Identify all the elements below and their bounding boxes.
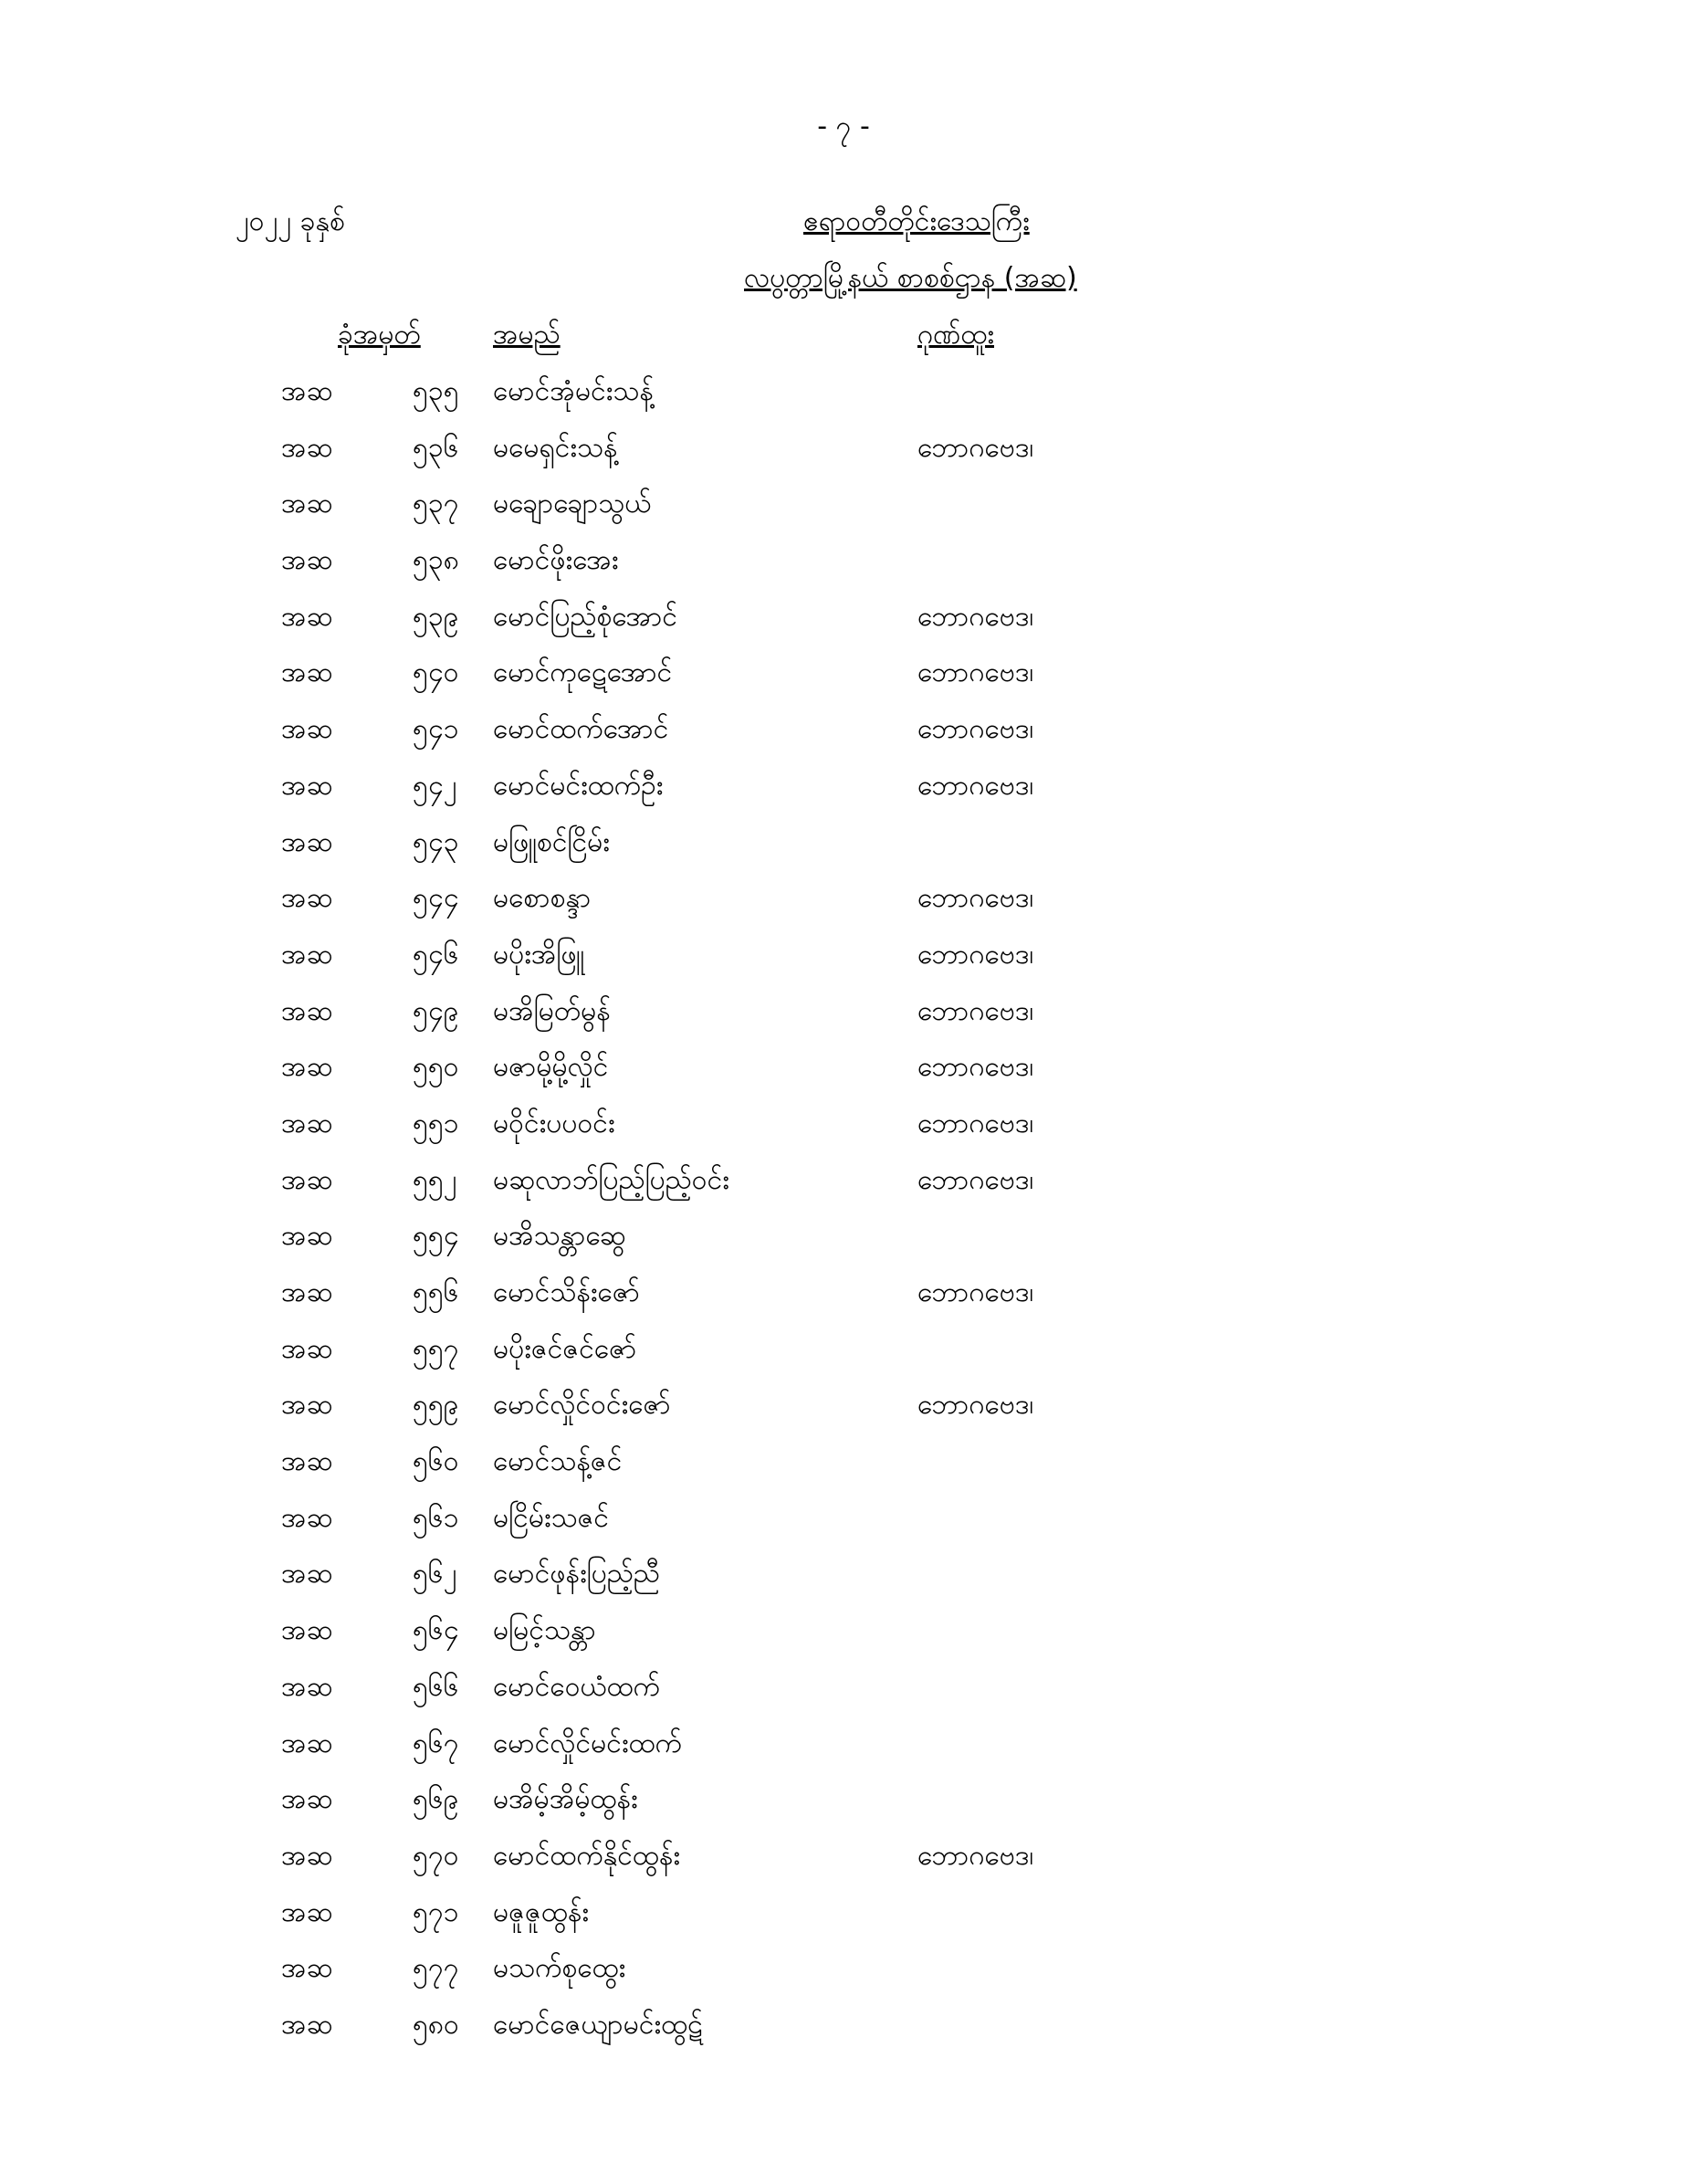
region-title: ဧရာဝတီတိုင်းဒေသကြီး bbox=[803, 205, 1030, 237]
student-name: မောင်ပြည့်စုံအောင် bbox=[493, 600, 678, 633]
roll-prefix: အဆ bbox=[281, 431, 333, 464]
list-item bbox=[0, 598, 1687, 655]
roll-number: ၅၄၉ bbox=[413, 994, 459, 1027]
distinction: ဘောဂဗေဒ၊ bbox=[917, 1276, 1034, 1308]
list-item bbox=[0, 710, 1687, 767]
column-header-distinction: ဂုဏ်ထူး bbox=[917, 319, 994, 351]
list-item bbox=[0, 767, 1687, 824]
list-item bbox=[0, 1725, 1687, 1781]
roll-prefix: အဆ bbox=[281, 769, 333, 802]
list-item bbox=[0, 936, 1687, 992]
roll-number: ၅၅၄ bbox=[413, 1220, 459, 1253]
roll-prefix: အဆ bbox=[281, 1614, 333, 1647]
distinction: ဘောဂဗေဒ၊ bbox=[917, 994, 1034, 1027]
student-name: မပိုးဇင်ဇင်ဇော် bbox=[493, 1332, 637, 1365]
distinction: ဘောဂဗေဒ၊ bbox=[917, 1163, 1034, 1196]
distinction: ဘောဂဗေဒ၊ bbox=[917, 1389, 1034, 1422]
list-item bbox=[0, 2006, 1687, 2063]
roll-prefix: အဆ bbox=[281, 1389, 333, 1422]
list-item bbox=[0, 1555, 1687, 1612]
column-header-name: အမည် bbox=[493, 319, 561, 351]
distinction: ဘောဂဗေဒ၊ bbox=[917, 431, 1034, 464]
distinction: ဘောဂဗေဒ၊ bbox=[917, 882, 1034, 915]
roll-prefix: အဆ bbox=[281, 1332, 333, 1365]
roll-number: ၅၃၅ bbox=[413, 375, 459, 407]
roll-number: ၅၄၀ bbox=[413, 656, 459, 689]
roll-prefix: အဆ bbox=[281, 1895, 333, 1928]
roll-prefix: အဆ bbox=[281, 1051, 333, 1084]
distinction: ဘောဂဗေဒ၊ bbox=[917, 713, 1034, 746]
roll-prefix: အဆ bbox=[281, 713, 333, 746]
student-name: မောင်ဖုန်းပြည့်ညီ bbox=[493, 1558, 660, 1591]
roll-prefix: အဆ bbox=[281, 882, 333, 915]
roll-number: ၅၄၁ bbox=[413, 713, 459, 746]
list-item bbox=[0, 485, 1687, 541]
roll-prefix: အဆ bbox=[281, 544, 333, 577]
roll-prefix: အဆ bbox=[281, 1276, 333, 1308]
student-name: မောင်ထက်အောင် bbox=[493, 713, 669, 746]
roll-number: ၅၆၄ bbox=[413, 1614, 459, 1647]
student-name: မောင်သိန်းဇော် bbox=[493, 1276, 641, 1308]
list-item bbox=[0, 373, 1687, 429]
list-item bbox=[0, 1837, 1687, 1894]
student-name: မမေရှင်းသန့် bbox=[493, 431, 618, 464]
roll-prefix: အဆ bbox=[281, 1445, 333, 1478]
roll-number: ၅၈၀ bbox=[413, 2008, 459, 2041]
student-name: မအိမ့်အိမ့်ထွန်း bbox=[493, 1783, 638, 1816]
list-item bbox=[0, 1499, 1687, 1556]
list-item bbox=[0, 1161, 1687, 1218]
roll-number: ၅၄၄ bbox=[413, 882, 459, 915]
student-name: မောင်လှိုင်ဝင်းဇော် bbox=[493, 1389, 671, 1422]
list-item bbox=[0, 1330, 1687, 1387]
roll-number: ၅၆၂ bbox=[413, 1558, 457, 1591]
student-name: မသက်စုထွေး bbox=[493, 1952, 626, 1985]
roll-number: ၅၇၀ bbox=[413, 1839, 459, 1872]
student-name: မောင်ထက်နိုင်ထွန်း bbox=[493, 1839, 681, 1872]
list-item bbox=[0, 824, 1687, 880]
student-name: မအိသန္တာဆွေ bbox=[493, 1220, 626, 1253]
roll-number: ၅၆၀ bbox=[413, 1445, 459, 1478]
roll-number: ၅၅၀ bbox=[413, 1051, 459, 1084]
roll-number: ၅၃၇ bbox=[413, 488, 459, 520]
roll-prefix: အဆ bbox=[281, 1220, 333, 1253]
roll-prefix: အဆ bbox=[281, 375, 333, 407]
distinction: ဘောဂဗေဒ၊ bbox=[917, 938, 1034, 971]
student-name: မပိုးအိဖြူ bbox=[493, 938, 585, 971]
list-item bbox=[0, 992, 1687, 1049]
roll-prefix: အဆ bbox=[281, 488, 333, 520]
roll-number: ၅၅၆ bbox=[413, 1276, 459, 1308]
roll-number: ၅၅၂ bbox=[413, 1163, 457, 1196]
list-item bbox=[0, 1386, 1687, 1443]
roll-number: ၅၅၉ bbox=[413, 1389, 459, 1422]
roll-number: ၅၃၈ bbox=[413, 544, 459, 577]
roll-prefix: အဆ bbox=[281, 1952, 333, 1985]
results-list bbox=[0, 373, 1687, 2063]
list-item bbox=[0, 1443, 1687, 1499]
roll-number: ၅၅၁ bbox=[413, 1107, 459, 1139]
student-name: မဝိုင်းပပဝင်း bbox=[493, 1107, 615, 1139]
roll-prefix: အဆ bbox=[281, 825, 333, 858]
list-item bbox=[0, 654, 1687, 710]
list-item bbox=[0, 1894, 1687, 1950]
column-header-roll-number: ခုံအမှတ် bbox=[338, 319, 421, 351]
list-item bbox=[0, 1217, 1687, 1274]
list-item bbox=[0, 1048, 1687, 1105]
distinction: ဘောဂဗေဒ၊ bbox=[917, 1107, 1034, 1139]
roll-prefix: အဆ bbox=[281, 938, 333, 971]
student-name: မောင်လှိုင်မင်းထက် bbox=[493, 1727, 682, 1759]
roll-prefix: အဆ bbox=[281, 1727, 333, 1759]
roll-number: ၅၅၇ bbox=[413, 1332, 459, 1365]
list-item bbox=[0, 1612, 1687, 1668]
roll-number: ၅၄၆ bbox=[413, 938, 459, 971]
list-item bbox=[0, 1105, 1687, 1161]
student-name: မောင်အုံမင်းသန့် bbox=[493, 375, 654, 407]
student-name: မမြင့်သန္တာ bbox=[493, 1614, 596, 1647]
roll-number: ၅၃၆ bbox=[413, 431, 459, 464]
roll-number: ၅၆၆ bbox=[413, 1670, 459, 1703]
distinction: ဘောဂဗေဒ၊ bbox=[917, 769, 1034, 802]
student-name: မငြိမ်းသဇင် bbox=[493, 1501, 610, 1534]
student-name: မဇာမို့မို့လှိုင် bbox=[493, 1051, 609, 1084]
distinction: ဘောဂဗေဒ၊ bbox=[917, 656, 1034, 689]
list-item bbox=[0, 1274, 1687, 1330]
roll-prefix: အဆ bbox=[281, 1501, 333, 1534]
list-item bbox=[0, 1949, 1687, 2006]
roll-prefix: အဆ bbox=[281, 656, 333, 689]
roll-prefix: အဆ bbox=[281, 600, 333, 633]
roll-prefix: အဆ bbox=[281, 1783, 333, 1816]
list-item bbox=[0, 541, 1687, 598]
roll-number: ၅၆၇ bbox=[413, 1727, 459, 1759]
student-name: မောင်သန့်ဇင် bbox=[493, 1445, 623, 1478]
list-item bbox=[0, 879, 1687, 936]
roll-number: ၅၆၁ bbox=[413, 1501, 459, 1534]
list-item bbox=[0, 1780, 1687, 1837]
roll-number: ၅၄၃ bbox=[413, 825, 459, 858]
roll-number: ၅၆၉ bbox=[413, 1783, 459, 1816]
roll-prefix: အဆ bbox=[281, 1670, 333, 1703]
distinction: ဘောဂဗေဒ၊ bbox=[917, 1051, 1034, 1084]
student-name: မောင်မင်းထက်ဦး bbox=[493, 769, 664, 802]
roll-number: ၅၇၇ bbox=[413, 1952, 459, 1985]
exam-center-title: လပွတ္တာမြို့နယ် စာစစ်ဌာန (အဆ) bbox=[744, 262, 1077, 294]
student-name: မဇူဇူထွန်း bbox=[493, 1895, 589, 1928]
roll-number: ၅၇၁ bbox=[413, 1895, 459, 1928]
student-name: မောင်ကုဋေအောင် bbox=[493, 656, 673, 689]
roll-prefix: အဆ bbox=[281, 1107, 333, 1139]
page-number: - ၇ - bbox=[817, 110, 870, 142]
roll-prefix: အဆ bbox=[281, 1839, 333, 1872]
roll-prefix: အဆ bbox=[281, 2008, 333, 2041]
roll-number: ၅၃၉ bbox=[413, 600, 459, 633]
student-name: မဖြူစင်ငြိမ်း bbox=[493, 825, 610, 858]
distinction: ဘောဂဗေဒ၊ bbox=[917, 1839, 1034, 1872]
student-name: မောင်ဇေယျာမင်းထွဋ် bbox=[493, 2008, 703, 2041]
roll-prefix: အဆ bbox=[281, 1163, 333, 1196]
distinction: ဘောဂဗေဒ၊ bbox=[917, 600, 1034, 633]
student-name: မောင်ဖိုးအေး bbox=[493, 544, 619, 577]
roll-prefix: အဆ bbox=[281, 994, 333, 1027]
student-name: မဆုလာဘ်ပြည့်ပြည့်ဝင်း bbox=[493, 1163, 729, 1196]
roll-number: ၅၄၂ bbox=[413, 769, 457, 802]
list-item bbox=[0, 1668, 1687, 1725]
roll-prefix: အဆ bbox=[281, 1558, 333, 1591]
student-name: မစောစန္ဒာ bbox=[493, 882, 592, 915]
student-name: မောင်ဝေယံထက် bbox=[493, 1670, 661, 1703]
year-label: ၂၀၂၂ ခုနှစ် bbox=[236, 205, 345, 237]
list-item bbox=[0, 429, 1687, 486]
student-name: မအိမြတ်မွန် bbox=[493, 994, 611, 1027]
student-name: မချောချောသွယ် bbox=[493, 488, 652, 520]
